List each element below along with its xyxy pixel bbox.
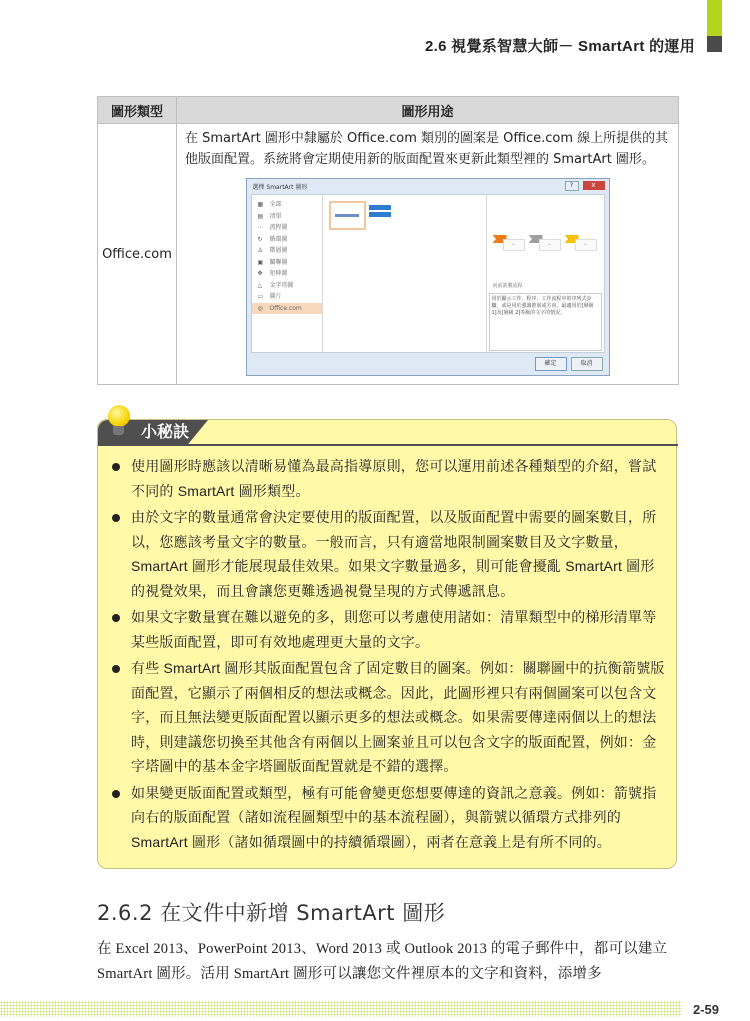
page-number: 2-59 <box>693 1002 720 1017</box>
footer-dot-band <box>0 1001 682 1017</box>
thumbnail-bar <box>335 214 359 217</box>
category-item-cycle[interactable] <box>252 234 322 246</box>
page-footer <box>0 1001 720 1021</box>
tip-item-text: 使用圖形時應該以清晰易懂為最高指導原則，您可以運用前述各種類型的介紹，嘗試不同的 SmartArt 圖形類型。 <box>131 458 657 499</box>
tip-item <box>112 505 666 603</box>
table-header-use: 圖形用途 <box>177 97 679 124</box>
layout-thumbnail[interactable] <box>329 201 366 230</box>
table-cell-use <box>177 124 679 385</box>
running-head: 2.6 視覺系智慧大師－ SmartArt 的運用 <box>424 38 695 55</box>
table-header-row <box>98 97 679 124</box>
category-label: 階層圖 <box>269 247 288 254</box>
tip-item-text: 如果變更版面配置或類型，極有可能會變更您想要傳達的資訊之意義。例如：箭號指向右的版面配置（諸如流程圖類型中的基本流程圖），與箭號以循環方式排列的 SmartArt 圖形（諸如循環圖中的持續循環圖），兩者在意義上是有所不同的。 <box>131 784 657 850</box>
section-body: 在 Excel 2013、PowerPoint 2013、Word 2013 或 Outlook 2013 的電子郵件中，都可以建立 SmartArt 圖形。活用 SmartArt 圖形可以讓您文件裡原本的文字和資料，添增多 <box>97 941 668 982</box>
arrow-box: - <box>539 239 561 251</box>
category-item-hierarchy[interactable] <box>252 245 322 257</box>
category-label: 關聯圖 <box>269 258 288 266</box>
category-label: 全部 <box>269 201 282 208</box>
tip-item <box>112 605 666 654</box>
lightbulb-icon <box>108 405 130 427</box>
dialog-body <box>251 194 605 353</box>
page-content <box>97 96 720 1021</box>
category-label: 循環圖 <box>269 235 288 243</box>
section-heading: 2.6.2 在文件中新增 SmartArt 圖形 <box>97 901 446 925</box>
pyramid-icon: △ <box>257 281 263 289</box>
category-label: 流程圖 <box>269 224 288 231</box>
category-label: 圖片 <box>269 293 282 300</box>
help-icon[interactable]: ? <box>565 181 579 191</box>
tip-item-text: 如果文字數量實在難以避免的多，則您可以考慮使用諸如：清單類型中的梯形清單等某些版面配置，即可有效地處理更大量的文字。 <box>131 609 657 650</box>
layout-description: 用於顯示工作、程序、工作流程中的序列式步驟，或是用於強調推展或方向，最適用於[層級 1]及[層級 2]等級的文字的情況。 <box>489 293 602 351</box>
category-item-office-com[interactable] <box>252 303 322 315</box>
category-label: Office.com <box>269 304 302 312</box>
table-cell-description: 在 SmartArt 圖形中隸屬於 Office.com 類別的圖案是 Office.com 線上所提供的其他版面配置。系統將會定期使用新的版面配置來更新此類型裡的 SmartArt 圖形。 <box>185 131 669 167</box>
text-pane-preview <box>369 205 391 219</box>
preview-arrow <box>493 235 525 251</box>
cancel-button[interactable]: 取消 <box>571 357 603 371</box>
tip-item-text: 有些 SmartArt 圖形其版面配置包含了固定數目的圖案。例如：關聯圖中的抗衡箭號版面配置，它顯示了兩個相反的想法或概念。因此，此圖形裡只有兩個圖案可以包含文字，而且無法變更版面配置以顯示更多的想法或概念。如果需要傳達兩個以上的想法時，則建議您切換至其他含有兩個以上圖案並且可以包含文字的版面配置，例如：金字塔圖中的基本金字塔圖版面配置就是不錯的選擇。 <box>131 660 665 774</box>
preview-arrows <box>493 235 597 251</box>
preview-pane <box>486 195 604 352</box>
tip-item <box>112 656 666 779</box>
office-icon: ◎ <box>257 304 263 312</box>
relationship-icon: ▣ <box>257 258 264 266</box>
arrow-box: - <box>503 239 525 251</box>
header-accent-bar <box>707 0 722 36</box>
table-cell-type: Office.com <box>98 124 177 385</box>
preview-arrow <box>565 235 597 251</box>
lightbulb-base <box>113 426 124 435</box>
all-icon: ▦ <box>257 201 264 208</box>
category-item-process[interactable] <box>252 222 322 234</box>
table-header-type: 圖形類型 <box>98 97 177 124</box>
bullet-icon <box>112 463 120 471</box>
dialog-title: 選擇 SmartArt 圖形 <box>252 184 308 191</box>
category-label: 金字塔圖 <box>269 281 294 289</box>
category-item-pyramid[interactable] <box>252 280 322 292</box>
process-icon: ⋯ <box>257 224 264 231</box>
preview-arrow <box>529 235 561 251</box>
table-row <box>98 124 679 385</box>
text-pane-line <box>369 205 391 210</box>
category-item-relationship[interactable] <box>252 257 322 269</box>
cycle-icon: ↻ <box>257 235 263 243</box>
bullet-icon <box>112 614 120 622</box>
ok-button[interactable]: 確定 <box>535 357 567 371</box>
tip-title: 小秘訣 <box>141 422 190 441</box>
close-icon[interactable]: x <box>583 181 605 190</box>
category-item-all[interactable] <box>252 199 322 211</box>
category-label: 矩陣圖 <box>269 270 288 277</box>
layout-name: 向前箭號流程 <box>492 283 523 289</box>
tip-item-text: 由於文字的數量通常會決定要使用的版面配置，以及版面配置中需要的圖案數目，所以，您應該考量文字的數量。一般而言，只有適當地限制圖案數目及文字數量，SmartArt 圖形才能展現最佳效果。如果文字數量過多，則可能會擾亂 SmartArt 圖形的視覺效果，而且會讓您更難透過視覺呈現的方式傳遞訊息。 <box>131 509 657 599</box>
layout-gallery <box>323 195 485 352</box>
tip-tab-underline <box>98 444 678 446</box>
tip-box <box>97 419 677 869</box>
category-item-picture[interactable] <box>252 291 322 303</box>
tip-list <box>112 454 666 854</box>
picture-icon: ▭ <box>257 293 264 300</box>
category-label: 清單 <box>269 212 282 220</box>
hierarchy-icon: ♙ <box>257 247 263 254</box>
category-item-list[interactable] <box>252 211 322 223</box>
bullet-icon <box>112 514 120 522</box>
matrix-icon: ✥ <box>257 270 263 277</box>
category-list <box>252 195 323 352</box>
category-item-matrix[interactable] <box>252 268 322 280</box>
graphic-types-table <box>97 96 679 385</box>
bullet-icon <box>112 665 120 673</box>
bullet-icon <box>112 790 120 798</box>
header-accent-block <box>707 36 722 52</box>
arrow-box: - <box>575 239 597 251</box>
tip-section <box>97 419 677 869</box>
list-icon: ▤ <box>257 212 264 220</box>
tip-item <box>112 454 666 503</box>
tip-item <box>112 781 666 855</box>
smartart-dialog-screenshot <box>246 178 610 376</box>
text-pane-line <box>369 212 391 217</box>
